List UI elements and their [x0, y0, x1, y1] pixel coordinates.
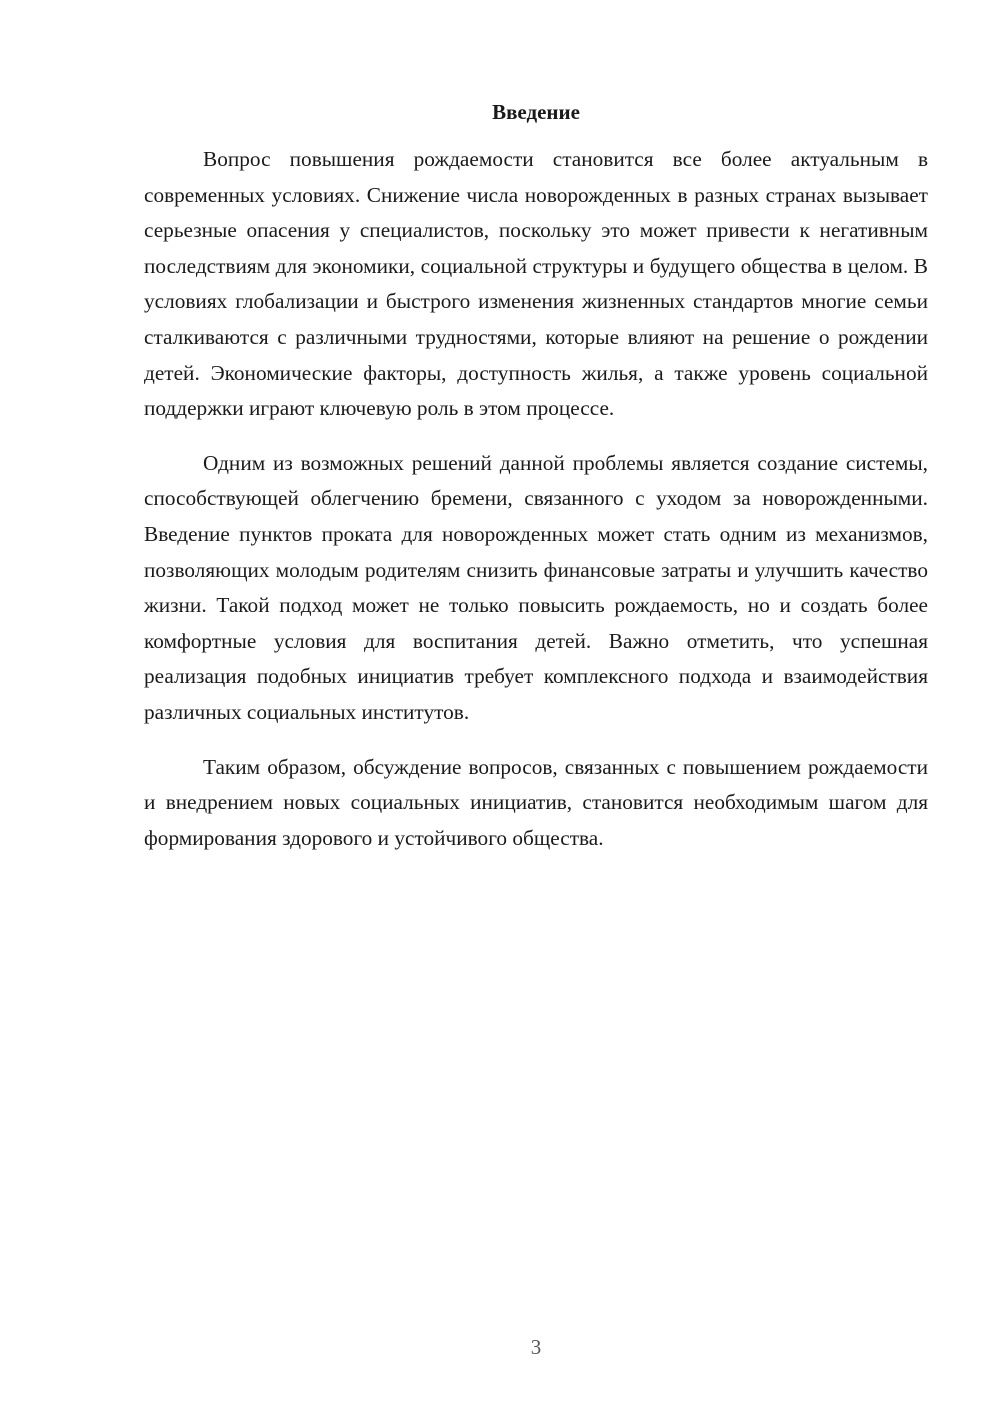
page-number: 3 [530, 1335, 542, 1359]
paragraph-2: Одним из возможных решений данной проблемы является создание системы, способствующей облегчению бремени, связанного с уходом за новорожденными. Введение пунктов проката для новорожденных может стать одним из механизмов, позволяющих молодым родителям снизить финансовые затраты и улучшить качество жизни. Такой подход может не только повысить рождаемость, но и создать более комфортные условия для воспитания детей. Важно отметить, что успешная реализация подобных инициатив требует комплексного подхода и взаимодействия различных социальных институтов. [144, 450, 928, 724]
page-title: Введение [492, 100, 580, 124]
paragraph-3: Таким образом, обсуждение вопросов, связанных с повышением рождаемости и внедрением новых социальных инициатив, становится необходимым шагом для формирования здорового и устойчивого общества. [144, 754, 928, 850]
paragraph-1: Вопрос повышения рождаемости становится все более актуальным в современных условиях. Снижение числа новорожденных в разных странах вызывает серьезные опасения у специалистов, поскольку это может привести к негативным последствиям для экономики, социальной структуры и будущего общества в целом. В условиях глобализации и быстрого изменения жизненных стандартов многие семьи сталкиваются с различными трудностями, которые влияют на решение о рождении детей. Экономические факторы, доступность жилья, а также уровень социальной поддержки играют ключевую роль в этом процессе. [144, 147, 928, 421]
body-text [144, 142, 928, 875]
